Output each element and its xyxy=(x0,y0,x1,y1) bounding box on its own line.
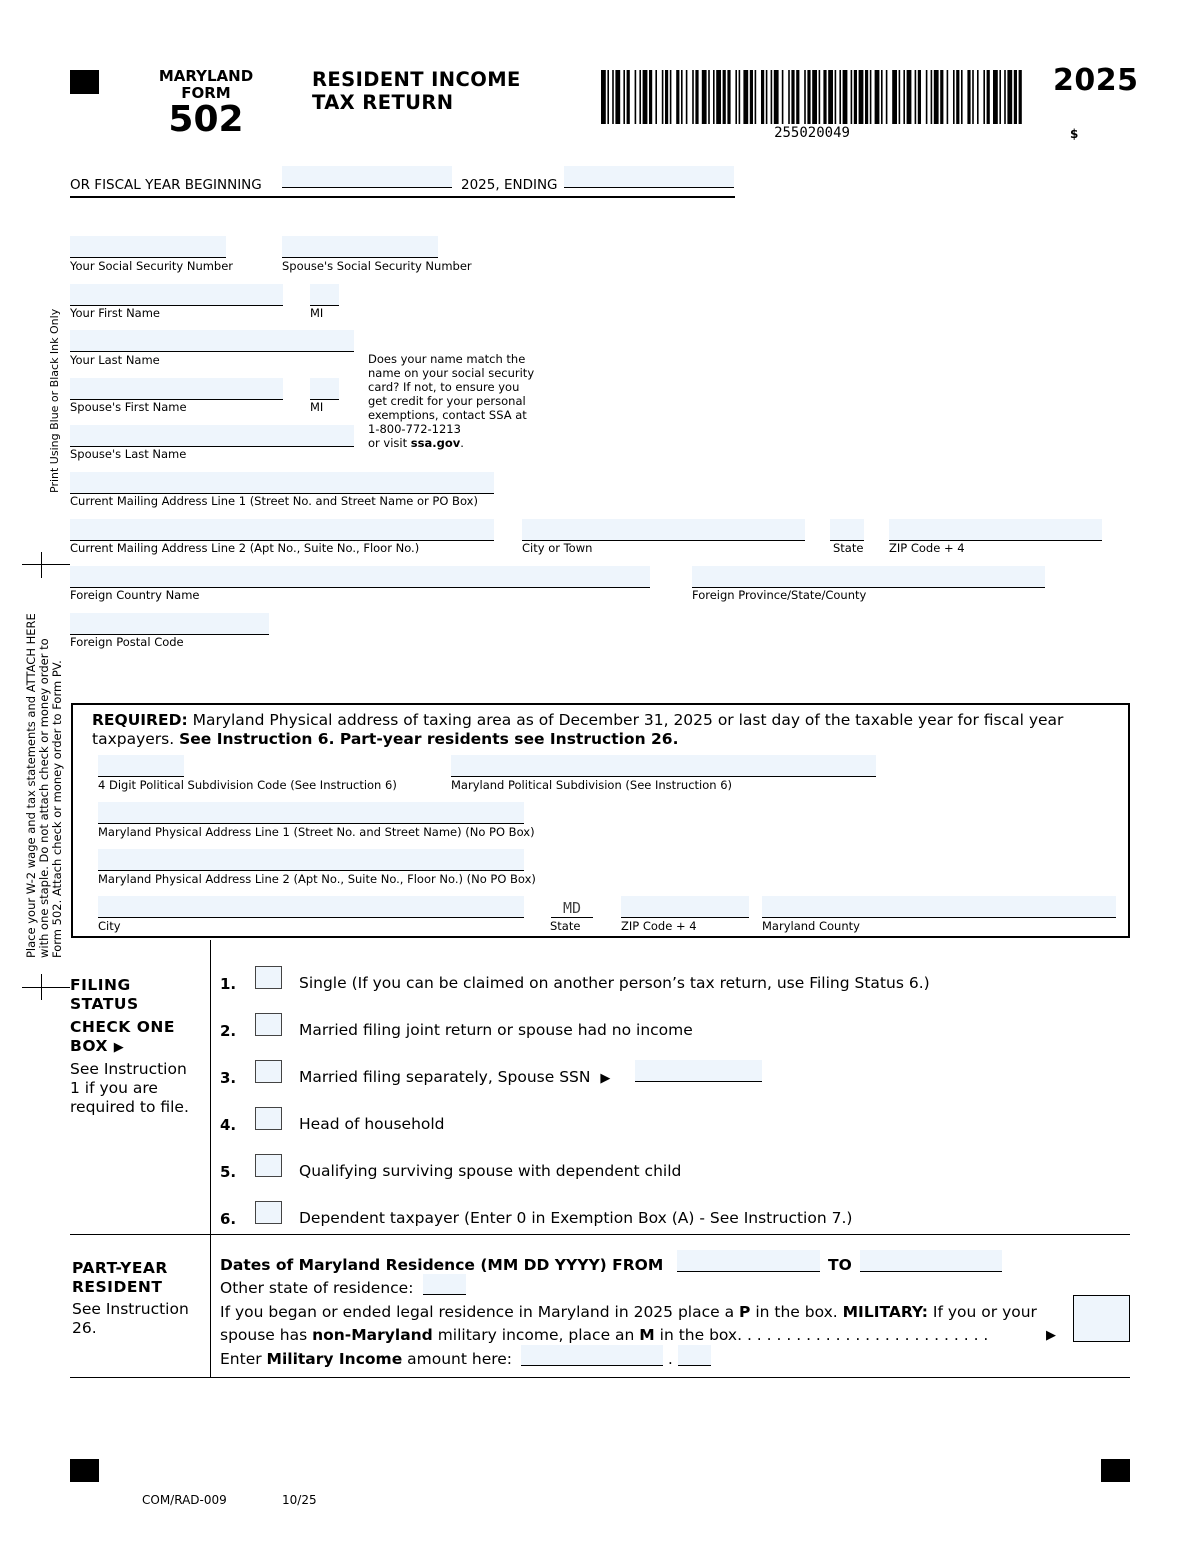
residence-from-input[interactable] xyxy=(677,1250,820,1272)
barcode-bar xyxy=(623,70,625,124)
state-input[interactable] xyxy=(830,519,864,541)
spouse-mi-input[interactable] xyxy=(310,378,339,400)
barcode-bar xyxy=(1019,70,1022,124)
barcode-bar xyxy=(843,70,848,124)
barcode-bar xyxy=(918,70,921,124)
barcode-bar xyxy=(601,70,606,124)
form-state-label xyxy=(150,68,262,102)
barcode-bar xyxy=(796,70,799,124)
mi-input[interactable] xyxy=(310,284,339,306)
foreign-postal-input[interactable] xyxy=(70,613,269,635)
crosshair-mark-upper-vertical xyxy=(41,552,42,578)
ssa-note-line: get credit for your personal xyxy=(368,394,526,408)
tax-year: 2025 xyxy=(1053,63,1139,98)
filing-head-3: CHECK ONE xyxy=(70,1018,175,1036)
barcode-bar xyxy=(961,70,963,124)
registration-mark-top-left xyxy=(70,70,99,94)
maryland-text: MARYLAND xyxy=(158,67,254,85)
barcode-bar xyxy=(875,70,880,124)
county-label: Maryland County xyxy=(762,919,860,933)
section-divider xyxy=(70,1234,1130,1235)
foreign-province-input[interactable] xyxy=(692,566,1045,588)
part-year-head-2: RESIDENT xyxy=(72,1278,163,1296)
arrow-right-icon: ▶ xyxy=(600,1071,611,1086)
filing-head-4: BOX xyxy=(70,1037,108,1055)
barcode-bar xyxy=(676,70,679,124)
registration-mark-bottom-left xyxy=(70,1459,99,1482)
spouse-ssn-separate-input[interactable] xyxy=(635,1060,762,1082)
barcode-bar xyxy=(708,70,710,124)
part-year-note xyxy=(72,1300,189,1338)
physical-city-label: City xyxy=(98,919,121,933)
ssa-period: . xyxy=(460,436,464,450)
foreign-province-label: Foreign Province/State/County xyxy=(692,588,867,602)
part-year-heading xyxy=(72,1259,168,1297)
filing-option-number: 3. xyxy=(220,1069,237,1087)
attach-line-2: with one staple. Do not attach check or money order to xyxy=(37,638,51,958)
barcode-bar xyxy=(743,70,748,124)
barcode-bar xyxy=(807,70,810,124)
barcode-bar xyxy=(870,70,872,124)
barcode-bar xyxy=(643,70,648,124)
military-income-text: Enter xyxy=(220,1350,267,1368)
zip-label: ZIP Code + 4 xyxy=(889,541,965,555)
foreign-country-input[interactable] xyxy=(70,566,650,588)
barcode-bar xyxy=(993,70,998,124)
part-year-military-box[interactable] xyxy=(1073,1295,1130,1342)
filing-status-note xyxy=(70,1060,189,1117)
barcode-bar xyxy=(892,70,897,124)
mi-label: MI xyxy=(310,306,324,320)
attach-line-1: Place your W-2 wage and tax statements and ATTACH HERE xyxy=(24,613,38,958)
physical-address-line2-input[interactable] xyxy=(98,849,524,871)
military-label: MILITARY: xyxy=(842,1303,928,1321)
part-year-head-1: PART-YEAR xyxy=(72,1259,168,1277)
barcode-bar xyxy=(881,70,883,124)
last-name-label: Your Last Name xyxy=(70,353,160,367)
city-input[interactable] xyxy=(522,519,805,541)
required-text xyxy=(92,711,1122,749)
foreign-postal-label: Foreign Postal Code xyxy=(70,635,184,649)
part-year-instruction-line xyxy=(220,1303,1037,1321)
barcode-bar xyxy=(972,70,974,124)
political-code-input[interactable] xyxy=(98,755,184,777)
mailing-address-line1-label: Current Mailing Address Line 1 (Street No. and Street Name or PO Box) xyxy=(70,494,478,508)
barcode-bar xyxy=(627,70,630,124)
barcode-number: 255020049 xyxy=(774,125,850,141)
physical-zip-label: ZIP Code + 4 xyxy=(621,919,697,933)
barcode-bar xyxy=(735,70,737,124)
fiscal-rule xyxy=(70,196,735,198)
residence-dates-label: Dates of Maryland Residence (MM DD YYYY) FROM xyxy=(220,1256,664,1274)
barcode-bar xyxy=(828,70,833,124)
barcode-bar xyxy=(915,70,917,124)
fiscal-beginning-input[interactable] xyxy=(282,166,452,188)
filing-checkbox-head-of-household[interactable] xyxy=(255,1107,282,1130)
barcode-bar xyxy=(665,70,668,124)
section-divider-vertical xyxy=(210,940,211,1378)
filing-option-label: Married filing joint return or spouse had no income xyxy=(299,1021,693,1039)
barcode-bar xyxy=(702,70,707,124)
barcode-bar xyxy=(983,70,985,124)
barcode-bar xyxy=(987,70,990,124)
last-name-input[interactable] xyxy=(70,330,354,352)
barcode-bar xyxy=(782,70,784,124)
barcode-bar xyxy=(886,70,888,124)
political-code-label: 4 Digit Political Subdivision Code (See Instruction 6) xyxy=(98,778,397,792)
barcode-bar xyxy=(967,70,970,124)
barcode-bar xyxy=(999,70,1001,124)
physical-state-value: MD xyxy=(551,899,593,918)
crosshair-mark-lower xyxy=(22,987,70,988)
attach-instruction xyxy=(25,613,64,958)
ssa-note-line: name on your social security xyxy=(368,366,535,380)
spouse-first-name-input[interactable] xyxy=(70,378,283,400)
ssa-note-line xyxy=(368,436,534,450)
barcode-bar xyxy=(670,70,672,124)
barcode-bar xyxy=(713,70,715,124)
filing-checkbox-dependent[interactable] xyxy=(255,1201,282,1224)
mailing-address-line2-input[interactable] xyxy=(70,519,494,541)
filing-option-number: 6. xyxy=(220,1210,237,1228)
barcode-bar xyxy=(774,70,779,124)
fiscal-beginning-label: OR FISCAL YEAR BEGINNING xyxy=(70,177,262,193)
barcode-bar xyxy=(823,70,826,124)
barcode-bar xyxy=(695,70,698,124)
physical-address-line1-label: Maryland Physical Address Line 1 (Street No. and Street Name) (No PO Box) xyxy=(98,825,535,839)
zip-input[interactable] xyxy=(889,519,1102,541)
required-text-2: taxpayers. xyxy=(92,730,180,748)
fiscal-ending-input[interactable] xyxy=(564,166,734,188)
filing-option-label: Dependent taxpayer (Enter 0 in Exemption Box (A) - See Instruction 7.) xyxy=(299,1209,853,1227)
political-subdivision-input[interactable] xyxy=(451,755,876,777)
spouse-last-name-input[interactable] xyxy=(70,425,354,447)
first-name-input[interactable] xyxy=(70,284,283,306)
part-year-text: If you began or ended legal residence in Maryland in 2025 place a xyxy=(220,1303,740,1321)
form-text: FORM xyxy=(181,84,231,102)
filing-note-line: 1 if you are xyxy=(70,1079,158,1097)
ssa-link[interactable]: ssa.gov xyxy=(410,436,461,450)
military-text: military income, place an xyxy=(432,1326,640,1344)
barcode-bar xyxy=(761,70,764,124)
barcode-bar xyxy=(607,70,609,124)
barcode-bar xyxy=(655,70,657,124)
barcode-bar xyxy=(903,70,905,124)
barcode-bar xyxy=(804,70,806,124)
arrow-right-icon: ▶ xyxy=(1046,1328,1056,1343)
spouse-last-name-label: Spouse's Last Name xyxy=(70,447,187,461)
barcode-bar xyxy=(812,70,817,124)
other-state-input[interactable] xyxy=(423,1274,466,1295)
barcode-bar xyxy=(766,70,768,124)
barcode-bar xyxy=(977,70,979,124)
barcode-bar xyxy=(851,70,853,124)
filing-head-2: STATUS xyxy=(70,995,139,1013)
military-income-label xyxy=(220,1350,512,1368)
barcode-bar xyxy=(1014,70,1017,124)
filing-note-line: required to file. xyxy=(70,1098,189,1116)
physical-state-label: State xyxy=(550,919,581,933)
filing-option-number: 5. xyxy=(220,1163,237,1181)
required-text-1: Maryland Physical address of taxing area as of December 31, 2025 or last day of the taxable year for fiscal year xyxy=(187,711,1064,729)
residence-to-input[interactable] xyxy=(860,1250,1002,1272)
barcode-bar xyxy=(612,70,614,124)
attach-line-3: Form 502. Attach check or money order to Form PV. xyxy=(50,660,64,958)
barcode-bar xyxy=(662,70,664,124)
spouse-ssn-input[interactable] xyxy=(282,236,438,258)
filing-option-label: Head of household xyxy=(299,1115,445,1133)
barcode-bar xyxy=(839,70,841,124)
military-income-dollars-input[interactable] xyxy=(521,1345,663,1366)
part-year-text: If you or your xyxy=(928,1303,1037,1321)
required-line-1 xyxy=(92,711,1122,730)
filing-option-number: 2. xyxy=(220,1022,237,1040)
form-number: 502 xyxy=(168,99,244,140)
barcode-bar xyxy=(940,70,943,124)
military-income-text: amount here: xyxy=(402,1350,513,1368)
filing-option-number: 4. xyxy=(220,1116,237,1134)
arrow-right-icon: ▶ xyxy=(113,1040,125,1055)
filing-head-1: FILING xyxy=(70,976,131,994)
physical-city-input[interactable] xyxy=(98,896,524,918)
filing-checkbox-surviving-spouse[interactable] xyxy=(255,1154,282,1177)
barcode-bar xyxy=(854,70,857,124)
mailing-address-line2-label: Current Mailing Address Line 2 (Apt No., Suite No., Floor No.) xyxy=(70,541,420,555)
decimal-point: . xyxy=(668,1350,673,1368)
barcode-bar xyxy=(819,70,821,124)
barcode-bar xyxy=(771,70,773,124)
part-year-note-line: 26. xyxy=(72,1319,97,1337)
section-bottom-rule xyxy=(70,1377,1130,1378)
barcode-bar xyxy=(1004,70,1006,124)
barcode-bar xyxy=(686,70,688,124)
filing-option-label: Single (If you can be claimed on another person’s tax return, use Filing Status 6.) xyxy=(299,974,930,992)
military-m-letter: M xyxy=(639,1326,655,1344)
barcode-bar xyxy=(953,70,955,124)
residence-to-label: TO xyxy=(828,1256,852,1274)
dollar-sign: $ xyxy=(1070,127,1079,141)
required-bold-2: See Instruction 6. Part-year residents see Instruction 26. xyxy=(179,730,679,748)
state-label: State xyxy=(833,541,864,555)
military-income-bold: Military Income xyxy=(266,1350,403,1368)
required-bold-label: REQUIRED: xyxy=(92,711,188,729)
barcode-bar xyxy=(723,70,726,124)
barcode-bar xyxy=(865,70,868,124)
military-instruction-line xyxy=(220,1326,988,1344)
filing-head-4-row xyxy=(70,1037,175,1057)
barcode-bar xyxy=(755,70,757,124)
ssa-note-line: exemptions, contact SSA at xyxy=(368,408,527,422)
other-state-label: Other state of residence: xyxy=(220,1279,414,1297)
ssn-input[interactable] xyxy=(70,236,226,258)
ssa-visit-text: or visit xyxy=(368,436,411,450)
barcode-bar xyxy=(835,70,837,124)
part-year-note-line: See Instruction xyxy=(72,1300,189,1318)
filing-status-heading xyxy=(70,976,175,1057)
city-label: City or Town xyxy=(522,541,593,555)
barcode-bar xyxy=(947,70,949,124)
barcode-bar xyxy=(716,70,721,124)
barcode xyxy=(600,70,1025,124)
barcode-bar xyxy=(692,70,694,124)
ssa-note-line: card? If not, to ensure you xyxy=(368,380,520,394)
spouse-ssn-label: Spouse's Social Security Number xyxy=(282,259,472,273)
filing-option-3-text: Married filing separately, Spouse SSN xyxy=(299,1068,591,1086)
barcode-bar xyxy=(615,70,620,124)
barcode-bar xyxy=(934,70,939,124)
filing-checkbox-married-separate[interactable] xyxy=(255,1060,282,1083)
spouse-mi-label: MI xyxy=(310,400,324,414)
foreign-country-label: Foreign Country Name xyxy=(70,588,200,602)
form-code: COM/RAD-009 xyxy=(142,1493,227,1507)
title-line-2: TAX RETURN xyxy=(312,91,454,114)
barcode-bar xyxy=(899,70,901,124)
physical-address-line1-input[interactable] xyxy=(98,802,524,824)
registration-mark-bottom-right xyxy=(1101,1459,1130,1482)
barcode-bar xyxy=(791,70,794,124)
barcode-bar xyxy=(926,70,928,124)
ssa-note-line: 1-800-772-1213 xyxy=(368,422,461,436)
barcode-bar xyxy=(635,70,637,124)
military-text: spouse has xyxy=(220,1326,313,1344)
part-year-text: in the box. xyxy=(750,1303,843,1321)
mailing-address-line1-input[interactable] xyxy=(70,472,494,494)
barcode-bar xyxy=(750,70,753,124)
barcode-bar xyxy=(681,70,683,124)
required-line-2 xyxy=(92,730,1122,749)
barcode-bar xyxy=(649,70,652,124)
filing-checkbox-single[interactable] xyxy=(255,966,282,989)
barcode-bar xyxy=(931,70,933,124)
part-year-p-letter: P xyxy=(739,1303,751,1321)
barcode-bar xyxy=(1007,70,1012,124)
county-input[interactable] xyxy=(762,896,1116,918)
military-leader-dots: in the box. . . . . . . . . . . . . . . . . . . . . . . . . . xyxy=(654,1326,989,1344)
barcode-bar xyxy=(907,70,912,124)
title-line-1: RESIDENT INCOME xyxy=(312,68,521,91)
barcode-bar xyxy=(956,70,959,124)
filing-note-line: See Instruction xyxy=(70,1060,187,1078)
spouse-first-name-label: Spouse's First Name xyxy=(70,400,187,414)
physical-zip-input[interactable] xyxy=(621,896,749,918)
first-name-label: Your First Name xyxy=(70,306,160,320)
barcode-bar xyxy=(859,70,864,124)
crosshair-mark-upper xyxy=(22,564,70,565)
non-maryland-text: non-Maryland xyxy=(312,1326,433,1344)
ink-instruction: Print Using Blue or Black Ink Only xyxy=(48,308,61,493)
filing-option-label: Qualifying surviving spouse with dependent child xyxy=(299,1162,682,1180)
barcode-bar xyxy=(727,70,730,124)
physical-address-line2-label: Maryland Physical Address Line 2 (Apt No., Suite No., Floor No.) (No PO Box) xyxy=(98,872,536,886)
ssa-note-line: Does your name match the xyxy=(368,352,526,366)
barcode-bar xyxy=(788,70,790,124)
form-title xyxy=(312,68,521,114)
military-income-cents-input[interactable] xyxy=(678,1345,711,1366)
filing-option-label xyxy=(299,1068,610,1086)
fiscal-ending-label: 2025, ENDING xyxy=(461,177,558,193)
ssa-note xyxy=(368,352,534,450)
filing-option-number: 1. xyxy=(220,975,237,993)
ssn-label: Your Social Security Number xyxy=(70,259,234,273)
crosshair-mark-lower-vertical xyxy=(41,974,42,1000)
form-revision-date: 10/25 xyxy=(282,1493,317,1507)
barcode-bar xyxy=(739,70,741,124)
barcode-bar xyxy=(639,70,641,124)
political-subdivision-label: Maryland Political Subdivision (See Instruction 6) xyxy=(451,778,733,792)
filing-checkbox-married-joint[interactable] xyxy=(255,1013,282,1036)
